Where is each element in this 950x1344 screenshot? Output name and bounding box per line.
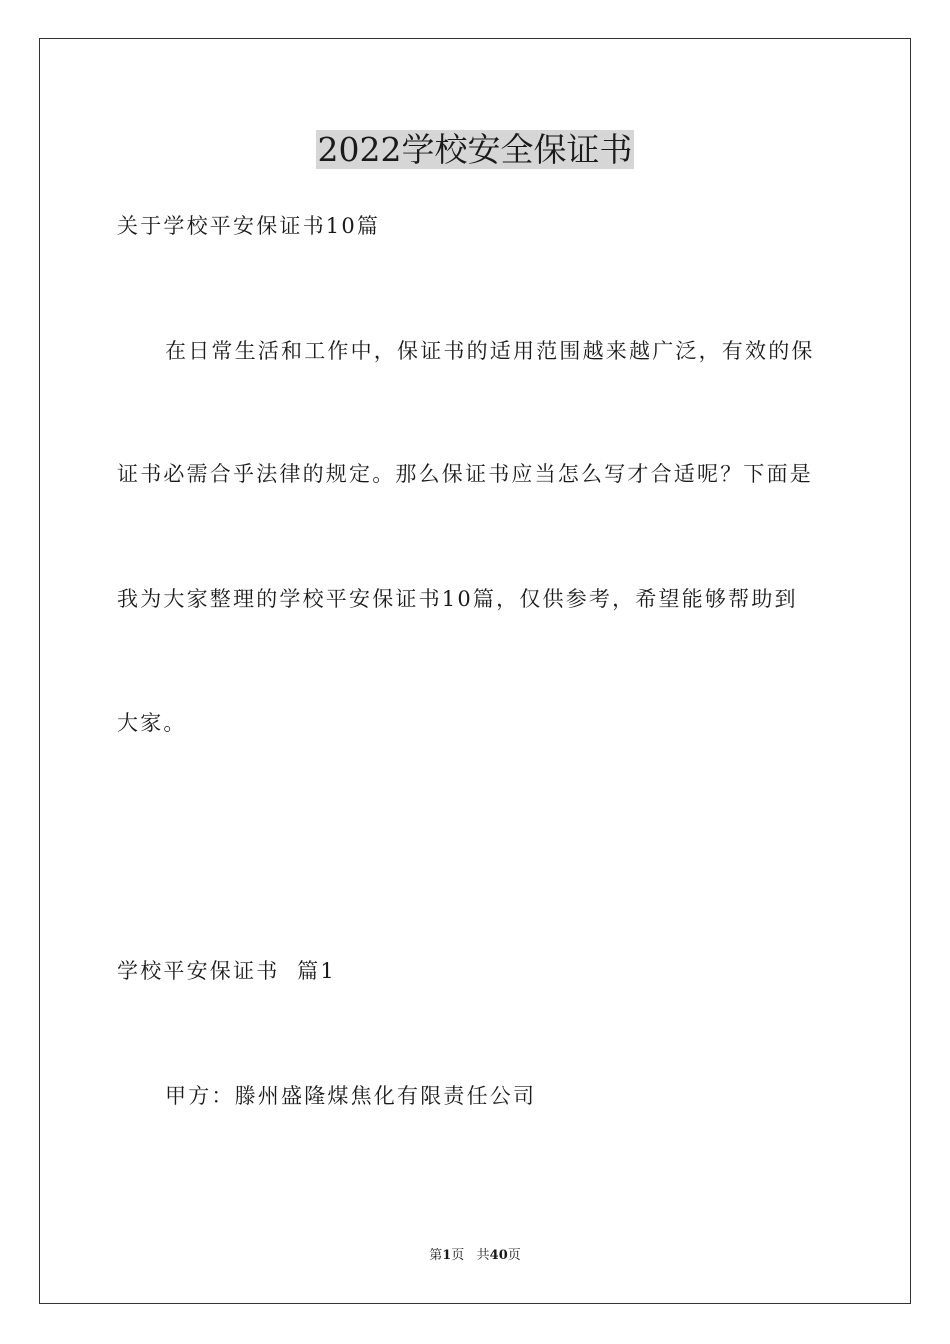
intro-line-1: 在日常生活和工作中，保证书的适用范围越来越广泛，有效的保 [165, 339, 815, 363]
footer-total-pages: 40 [489, 1248, 508, 1263]
footer-prefix: 第 [429, 1248, 443, 1263]
title-text: 2022学校安全保证书 [317, 130, 633, 169]
footer-page-number: 1 [442, 1248, 452, 1263]
section-heading: 学校平安保证书 篇1 [117, 959, 336, 983]
subtitle: 关于学校平安保证书10篇 [117, 214, 381, 238]
party-a-line: 甲方：滕州盛隆煤焦化有限责任公司 [165, 1084, 537, 1108]
footer-middle: 页 共 [451, 1248, 490, 1263]
intro-line-4: 大家。 [117, 711, 187, 735]
document-title [0, 128, 950, 172]
intro-line-3: 我为大家整理的学校平安保证书10篇，仅供参考，希望能够帮助到 [117, 587, 798, 611]
intro-line-2: 证书必需合乎法律的规定。那么保证书应当怎么写才合适呢？下面是 [117, 462, 813, 486]
footer-suffix: 页 [507, 1248, 521, 1263]
page-footer [0, 1247, 950, 1265]
